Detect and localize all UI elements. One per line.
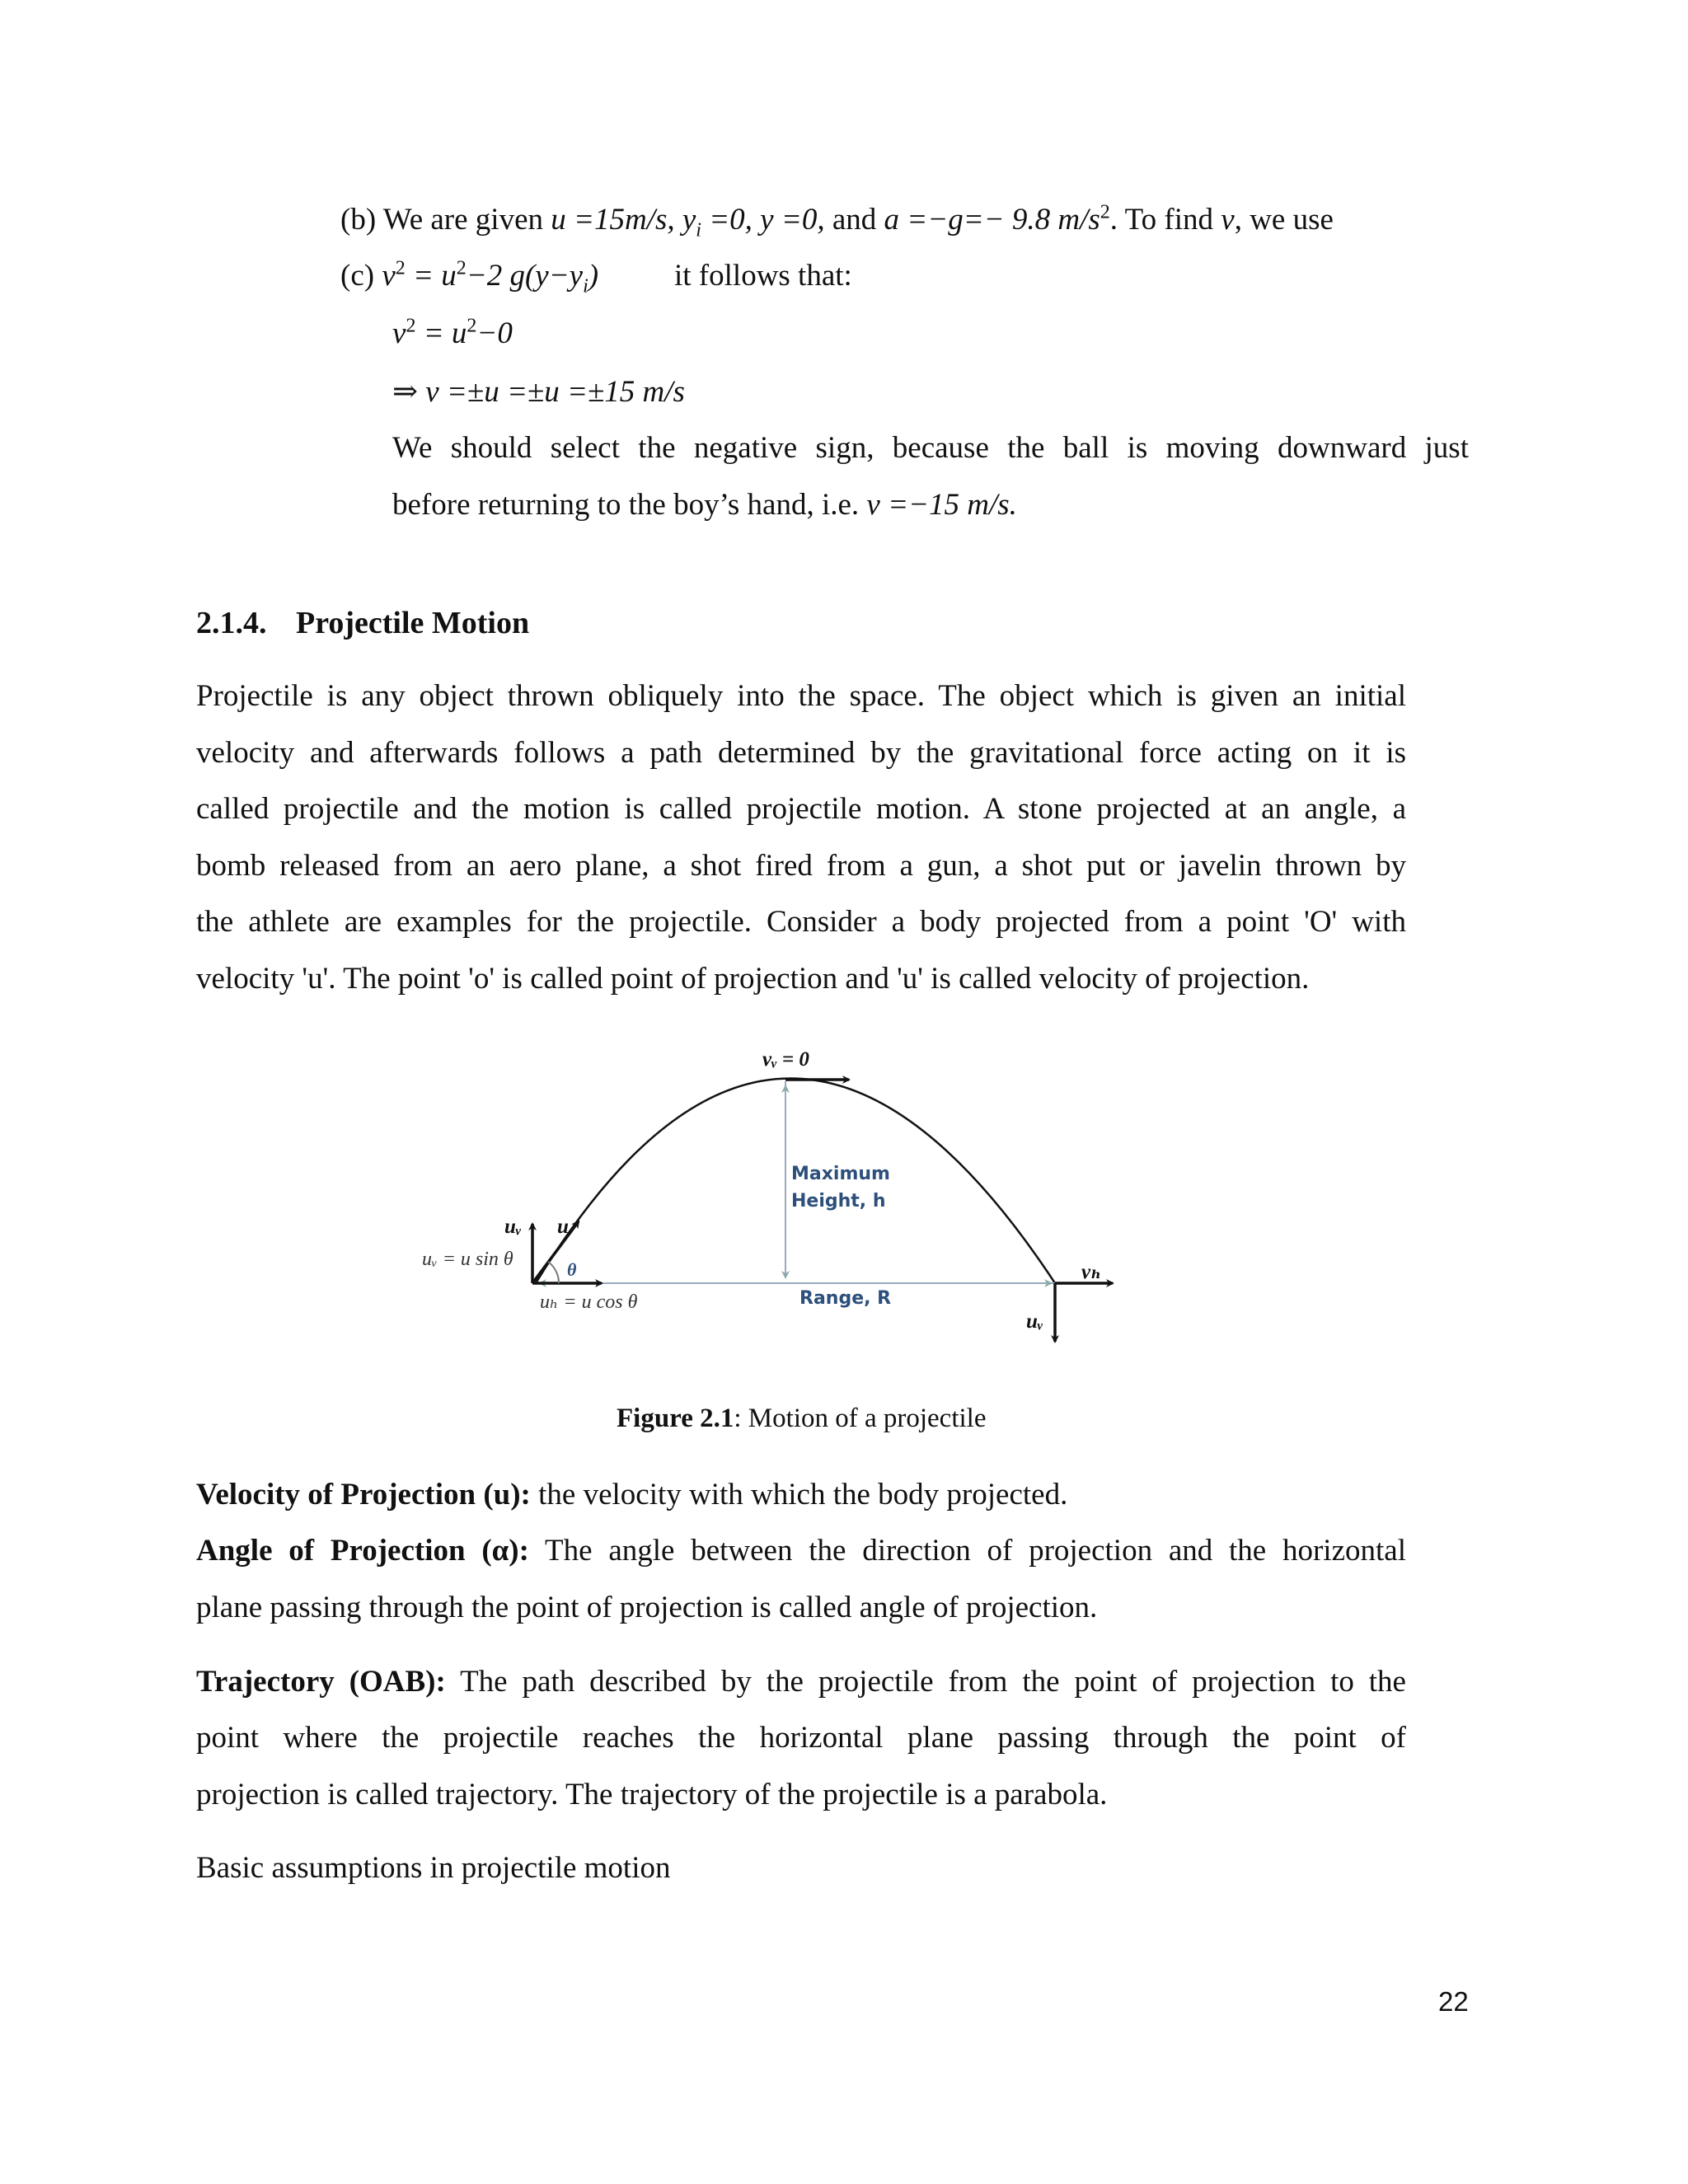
var-v: v: [1221, 203, 1235, 237]
text: ⇒ v =±u =±u =±15 m/s: [392, 375, 685, 409]
paragraph-line: bomb released from an aero plane, a shot fired from a gun, a shot put or javelin thrown by: [196, 849, 1406, 883]
subscript: i: [696, 219, 701, 241]
definition-trajectory-line2: point where the projectile reaches the horizontal plane passing through the point of: [196, 1721, 1406, 1755]
term: Trajectory (OAB):: [196, 1665, 446, 1699]
label-vh: vₕ: [1081, 1261, 1102, 1283]
label-uv-right: uᵥ: [1026, 1310, 1043, 1333]
theta-arc: [548, 1262, 559, 1283]
text: ): [588, 259, 599, 293]
superscript: 2: [456, 257, 467, 279]
text: the velocity with which the body projected.: [530, 1478, 1068, 1511]
page-number: 22: [1438, 1986, 1469, 2017]
text: = u: [415, 316, 467, 350]
definition-velocity: [196, 1479, 1067, 1510]
label-uv-left: uᵥ: [504, 1216, 522, 1238]
paragraph-line: Projectile is any object thrown obliquely into the space. The object which is given an initial: [196, 679, 1406, 713]
text: −2 g(y−y: [466, 259, 584, 293]
superscript: 2: [395, 257, 406, 279]
text: =0, y =0,: [701, 203, 825, 237]
text: The angle between the direction of projection and the horizontal: [528, 1534, 1406, 1568]
superscript: 2: [406, 315, 416, 337]
superscript: 2: [1100, 201, 1110, 223]
assumptions-heading: Basic assumptions in projectile motion: [196, 1851, 671, 1885]
subscript: i: [583, 275, 588, 298]
paragraph-line: velocity 'u'. The point 'o' is called point of projection and 'u' is called velocity of projection.: [196, 962, 1310, 996]
term: Angle of Projection (α):: [196, 1534, 529, 1568]
section-title: Projectile Motion: [296, 606, 530, 640]
text: before returning to the boy’s hand, i.e.: [392, 488, 867, 522]
definition-angle-line2: plane passing through the point of projection is called angle of projection.: [196, 1591, 1098, 1624]
text: =15m/s, y: [565, 203, 696, 237]
text: v: [382, 259, 396, 293]
label-maximum: Maximum: [791, 1164, 890, 1184]
text: v: [392, 316, 406, 350]
label-vv-zero: vᵥ = 0: [762, 1048, 809, 1071]
label-u: u: [557, 1216, 569, 1238]
part-b-marker: (b): [340, 203, 377, 237]
definition-angle: [196, 1535, 1406, 1566]
part-c-marker: (c): [340, 259, 375, 293]
solution-line-5: We should select the negative sign, because the ball is moving downward just: [392, 431, 1469, 465]
section-number: 2.1.4.: [196, 606, 267, 640]
text: We are given: [382, 203, 551, 237]
caption-text: : Motion of a projectile: [734, 1404, 987, 1433]
label-uh-formula: uₕ = u cos θ: [540, 1291, 638, 1313]
label-height: Height, h: [791, 1191, 886, 1212]
figure-caption: [617, 1404, 986, 1434]
text: −0: [476, 316, 513, 350]
caption-label: Figure 2.1: [617, 1404, 734, 1433]
var-u: u: [551, 203, 566, 237]
text: and: [824, 203, 884, 237]
label-uv-formula: uᵥ = u sin θ: [422, 1249, 513, 1270]
label-theta: θ: [567, 1259, 577, 1280]
label-range: Range, R: [799, 1288, 892, 1309]
text: = u: [405, 259, 457, 293]
text: . To find: [1109, 203, 1221, 237]
superscript: 2: [467, 315, 477, 337]
definition-trajectory: [196, 1666, 1406, 1697]
paragraph-line: velocity and afterwards follows a path determined by the gravitational force acting on it is: [196, 736, 1406, 770]
text: a =−g=− 9.8 m/s: [884, 203, 1100, 237]
definition-trajectory-line3: projection is called trajectory. The trajectory of the projectile is a parabola.: [196, 1778, 1108, 1811]
term: Velocity of Projection (u):: [196, 1478, 531, 1511]
follows-text: it follows that:: [674, 259, 852, 293]
text: , we use: [1234, 203, 1334, 237]
text: The path described by the projectile from the point of projection to the: [445, 1665, 1406, 1699]
paragraph-line: called projectile and the motion is called projectile motion. A stone projected at an angle, a: [196, 792, 1406, 826]
text: v =−15 m/s.: [866, 488, 1017, 522]
paragraph-line: the athlete are examples for the projectile. Consider a body projected from a point 'O' with: [196, 905, 1406, 939]
